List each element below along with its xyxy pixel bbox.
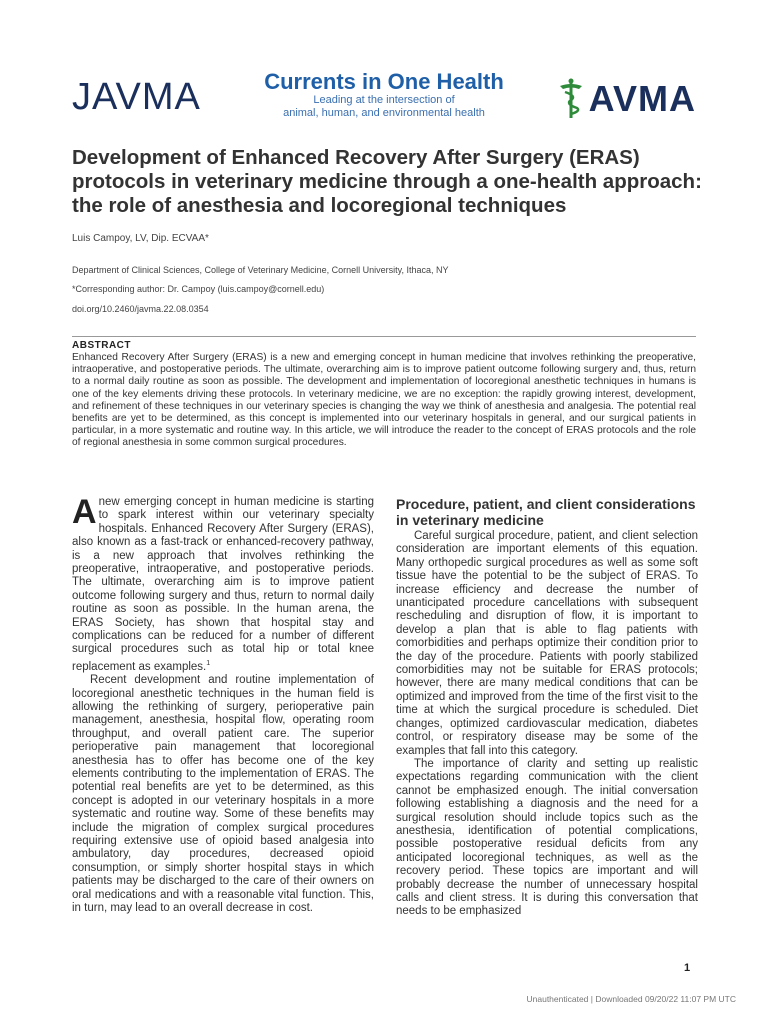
doi-link[interactable]: doi.org/10.2460/javma.22.08.0354	[72, 304, 209, 314]
author-line: Luis Campoy, LV, Dip. ECVAA*	[72, 233, 209, 244]
abstract-divider	[72, 336, 696, 337]
body-paragraph	[72, 493, 374, 674]
caduceus-icon	[557, 78, 585, 120]
journal-logo: JAVMA	[72, 76, 201, 118]
series-subtitle-line1: Leading at the intersection of	[313, 94, 455, 106]
body-paragraph: Recent development and routine implementation of locoregional anesthetic techniques in the human field is allowing the rethinking of surgery, perioperative pain management, anesthesia, hospital flow, operating room throughput, and overall patient care. The superior perioperative pain management that locoregional anesthesia has to offer has become one of the key elements contributing to the implementation of ERAS. The potential real benefits are yet to be determined, as this concept is adopted in our veterinary hospitals in a more systematic and routine way. Some of these benefits may include the migration of complex surgical procedures requiring extensive use of opioid based analgesia into ambulatory, day procedures, decreased opioid consumption, or simply shorter hospital stays in which patients may be discharged to the care of their owners on oral medications and with a reasonable vital function. This, in turn, may lead to an overall decrease in cost.	[72, 674, 374, 915]
section-heading: Procedure, patient, and client considerations in veterinary medicine	[396, 496, 696, 528]
body-paragraph: Careful surgical procedure, patient, and client selection consideration are important elements of this equation. Many orthopedic surgical procedures as well as some soft tissue have the potential to be the subject of ERAS. To increase efficiency and decrease the number of unanticipated procedure cancellations with subsequent rescheduling and disruption of flow, it is important to develop a plan that is able to flag patients with comorbidities and perhaps optimize their condition prior to the day of the procedure. Patients with poorly stabilized comorbidities may not be suitable for ERAS protocols; however, there are many medical conditions that can be optimized and improved from the time of the first visit to the time at which the surgical procedure is scheduled. Diet changes, optimized cardiovascular medication, diabetes control, or respiratory disease may be some of the examples that fall into this category.	[396, 530, 698, 757]
download-footer: Unauthenticated | Downloaded 09/20/22 11:07 PM UTC	[526, 994, 736, 1004]
reference-marker[interactable]: 1	[206, 659, 211, 667]
page-number: 1	[684, 962, 691, 974]
series-banner	[258, 70, 510, 120]
drop-cap: A	[72, 493, 97, 531]
body-column-right	[396, 496, 698, 919]
corresponding-author: *Corresponding author: Dr. Campoy (luis.campoy@cornell.edu)	[72, 284, 325, 294]
journal-header	[72, 64, 696, 124]
body-column-left	[72, 493, 374, 915]
avma-wordmark: AVMA	[588, 78, 696, 119]
abstract-heading: ABSTRACT	[72, 340, 131, 351]
body-paragraph: The importance of clarity and setting up realistic expectations regarding communication with the client cannot be emphasized enough. The initial conversation following establishing a diagnosis and the need for a surgical resolution should include topics such as the anesthesia, identification of potential complications, possible postoperative residual deficits from any anticipated locoregional techniques, as well as the recovery period. These topics are important and will probably decrease the number of unnecessary hospital calls and client stress. It is during this conversation that needs to be emphasized	[396, 757, 698, 918]
abstract-text: Enhanced Recovery After Surgery (ERAS) is a new and emerging concept in human medicine that involves rethinking the preoperative, intraoperative, and postoperative periods. The ultimate, overarching aim is to improve patient outcome following surgery and, thus, return to a normal daily routine as soon as possible. The development and implementation of locoregional anesthetic techniques in humans is one of the key elements driving these protocols. In veterinary medicine, we are no exception: the rapidly growing interest, development, and refinement of these techniques in our veterinary species is changing the way we think of anesthesia and analgesia. The potential real benefits are yet to be determined, as this concept is implemented into our veterinary hospitals in general, and our surgical patients in particular, in a more systematic and routine way. In this article, we will introduce the reader to the concept of ERAS protocols and the role of regional anesthesia in some common surgical procedures.	[72, 352, 696, 449]
article-title: Development of Enhanced Recovery After Surgery (ERAS) protocols in veterinary medicine through a one-health approach: the role of anesthesia and locoregional techniques	[72, 146, 702, 217]
affiliation: Department of Clinical Sciences, College of Veterinary Medicine, Cornell University, Ithaca, NY	[72, 265, 449, 275]
series-subtitle-line2: animal, human, and environmental health	[283, 107, 485, 119]
series-title: Currents in One Health	[264, 69, 504, 94]
avma-logo	[557, 78, 696, 120]
paragraph-text: new emerging concept in human medicine is starting to spark interest within our veterinary specialty hospitals. Enhanced Recovery After Surgery (ERAS), also known as a fast-track or enhanced-recovery pathway, is a new approach that involves rethinking the preoperative, intraoperative, and postoperative periods. The ultimate, overarching aim is to improve patient outcome following surgery and thus, return to normal daily routine as soon as possible. In the human arena, the ERAS Society, has shown that hospital stay and complications can be reduced for a number of different surgical procedures such as total hip or total knee replacement as examples.	[72, 496, 374, 673]
